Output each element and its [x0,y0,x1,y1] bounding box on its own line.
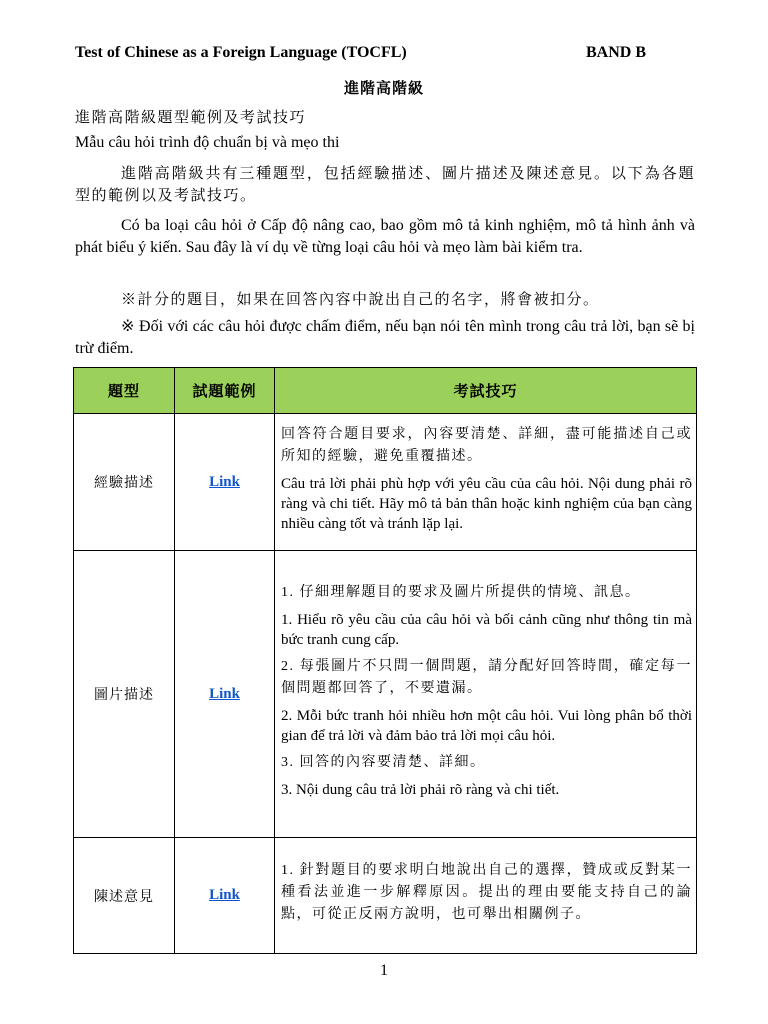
example-cell [175,414,275,551]
document-title: Test of Chinese as a Foreign Language (TOCFL) [75,44,407,61]
example-cell [175,551,275,838]
table-row [74,838,697,954]
tip-text-zh: 回答符合題目要求，內容要清楚、詳細，盡可能描述自己或所知的經驗，避免重覆描述。 [281,427,692,464]
scoring-note-vi: ※ Đối với các câu hỏi được chấm điểm, nếu bạn nói tên mình trong câu trả lời, bạn sẽ bị trừ điểm. [75,318,695,357]
tip-text-zh: 1. 針對題目的要求明白地說出自己的選擇，贊成或反對某一種看法並進一步解釋原因。提出的理由要能支持自己的論點，可從正反兩方說明，也可舉出相關例子。 [281,862,692,922]
tip-text-vi: 2. Mỗi bức tranh hỏi nhiều hơn một câu hỏi. Vui lòng phân bổ thời gian để trả lời và đảm bảo trả lời mọi câu hỏi. [281,708,692,744]
tips-cell [275,414,697,551]
table-row [74,414,697,551]
question-type-cell: 陳述意見 [74,838,175,954]
tip-text-vi: 3. Nội dung câu trả lời phải rõ ràng và chi tiết. [281,782,560,798]
column-header-example: 試題範例 [175,368,275,414]
table-header-row [74,368,697,414]
level-title: 進階高階級 [343,81,424,97]
column-header-tips: 考試技巧 [275,368,697,414]
tip-text-vi: 1. Hiểu rõ yêu cầu của câu hỏi và bối cảnh cũng như thông tin mà bức tranh cung cấp. [281,612,692,648]
question-type-table [73,367,697,954]
intro-paragraph-vi: Có ba loại câu hỏi ở Cấp độ nâng cao, bao gồm mô tả kinh nghiệm, mô tả hình ảnh và phát biểu ý kiến. Sau đây là ví dụ về từng loại câu hỏi và mẹo làm bài kiểm tra. [75,217,695,256]
band-label: BAND B [586,44,647,61]
question-type-cell: 經驗描述 [74,414,175,551]
tip-text-vi: Câu trả lời phải phù hợp với yêu cầu của câu hỏi. Nội dung phải rõ ràng và chi tiết. Hãy mô tả bản thân hoặc kinh nghiệm của bạn càng nhiều càng tốt và tránh lặp lại. [281,476,692,532]
intro-paragraph-zh: 進階高階級共有三種題型，包括經驗描述、圖片描述及陳述意見。以下為各題型的範例以及考試技巧。 [75,166,695,204]
table-row [74,551,697,838]
page-number: 1 [380,962,388,979]
example-link[interactable]: Link [209,473,240,490]
tip-text-zh: 1. 仔細理解題目的要求及圖片所提供的情境、訊息。 [281,585,641,600]
question-type-cell: 圖片描述 [74,551,175,838]
example-link[interactable]: Link [209,685,240,702]
column-header-type: 題型 [74,368,175,414]
tips-cell [275,551,697,838]
section-heading-vi: Mẫu câu hỏi trình độ chuẩn bị và mẹo thi [75,134,340,151]
section-heading-zh: 進階高階級題型範例及考試技巧 [75,110,307,126]
tips-cell [275,838,697,954]
example-cell [175,838,275,954]
example-link[interactable]: Link [209,887,240,903]
tip-text-zh: 2. 每張圖片不只問一個問題，請分配好回答時間，確定每一個問題都回答了，不要遺漏。 [281,659,692,696]
scoring-note-zh: ※計分的題目，如果在回答內容中說出自己的名字，將會被扣分。 [121,292,600,308]
tip-text-zh: 3. 回答的內容要清楚、詳細。 [281,755,486,770]
